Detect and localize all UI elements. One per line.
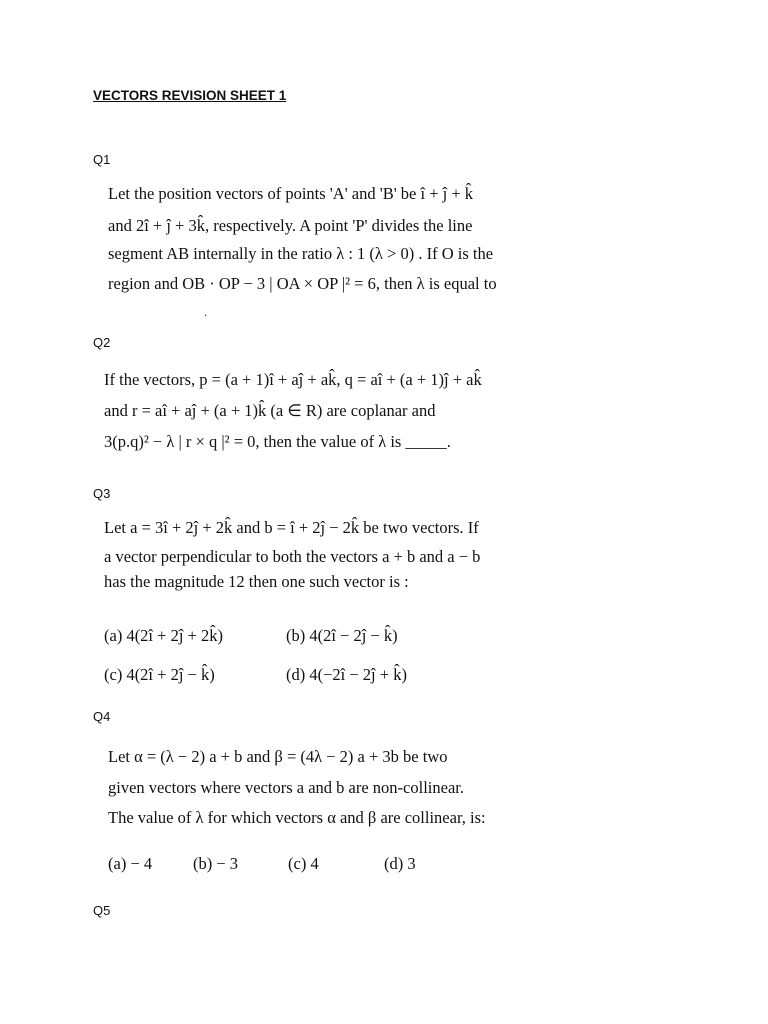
question-label-q4: Q4 [93,709,111,724]
q3-option-b: (b) 4(2î − 2ĵ − k̂) [286,626,398,645]
question-label-q1: Q1 [93,152,111,167]
q1-line-4: region and OB · OP − 3 | OA × OP |² = 6, then λ is equal to [108,274,497,293]
q1-line-2: and 2î + ĵ + 3k̂, respectively. A point 'P' divides the line [108,216,473,235]
q2-line-3: 3(p.q)² − λ | r × q |² = 0, then the value of λ is _____. [104,432,451,451]
q1-line-1: Let the position vectors of points 'A' and 'B' be î + ĵ + k̂ [108,184,474,203]
q4-line-3: The value of λ for which vectors α and β are collinear, is: [108,808,486,827]
document-title: VECTORS REVISION SHEET 1 [93,88,287,103]
q4-line-2: given vectors where vectors a and b are non-collinear. [108,778,464,797]
q3-option-d: (d) 4(−2î − 2ĵ + k̂) [286,665,407,684]
q1-line-3: segment AB internally in the ratio λ : 1 (λ > 0) . If O is the [108,244,494,263]
q3-option-c: (c) 4(2î + 2ĵ − k̂) [104,665,215,684]
q3-line-1: Let a = 3î + 2ĵ + 2k̂ and b = î + 2ĵ − 2k̂ be two vectors. If [104,518,479,537]
question-label-q2: Q2 [93,335,111,350]
q3-option-a: (a) 4(2î + 2ĵ + 2k̂) [104,626,223,645]
q4-option-d: (d) 3 [384,854,416,873]
q4-option-b: (b) − 3 [193,854,239,873]
question-label-q5: Q5 [93,903,111,918]
q1-trailing-mark: . [204,305,207,319]
q4-option-c: (c) 4 [288,854,319,873]
q4-line-1: Let α = (λ − 2) a + b and β = (4λ − 2) a + 3b be two [108,747,448,766]
q2-line-2: and r = aî + aĵ + (a + 1)k̂ (a ∈ R) are coplanar and [104,401,436,420]
q4-option-a: (a) − 4 [108,854,153,873]
q3-line-2: a vector perpendicular to both the vectors a + b and a − b [104,547,481,566]
question-label-q3: Q3 [93,486,111,501]
q2-line-1: If the vectors, p = (a + 1)î + aĵ + ak̂, q = aî + (a + 1)ĵ + ak̂ [104,370,482,389]
q3-line-3: has the magnitude 12 then one such vector is : [104,572,409,591]
